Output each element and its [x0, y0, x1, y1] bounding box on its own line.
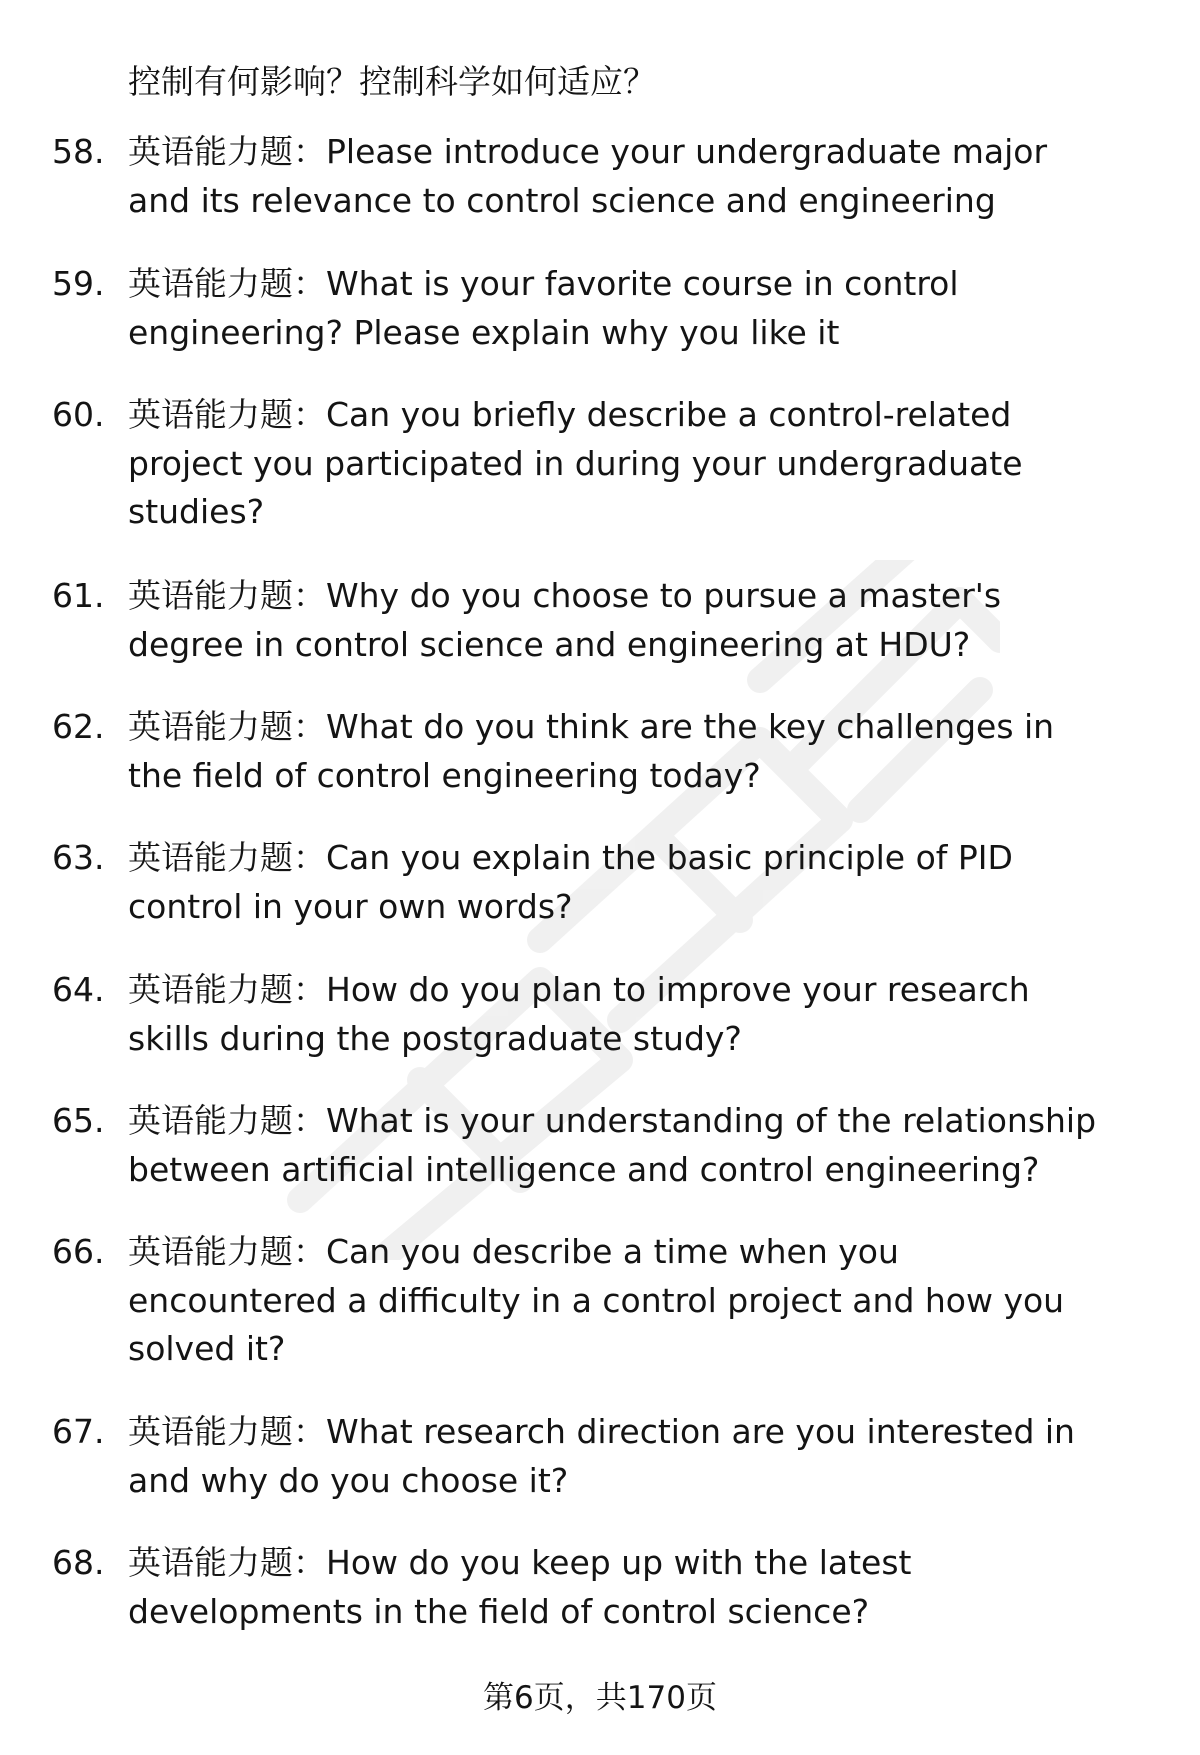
question-number: 68. [52, 1543, 105, 1582]
question-line: control in your own words? [128, 886, 573, 926]
question-line: the field of control engineering today? [128, 755, 761, 795]
question-line: and why do you choose it? [128, 1460, 569, 1500]
question-text [128, 703, 1148, 800]
question-line: encountered a difficulty in a control project and how you [128, 1280, 1065, 1320]
continuation-text: 控制有何影响？控制科学如何适应？ [128, 62, 656, 101]
question-number: 59. [52, 264, 105, 303]
question-line: 英语能力题：What is your understanding of the relationship [128, 1101, 1097, 1140]
question-line: 英语能力题：Can you explain the basic principle of PID [128, 838, 1013, 877]
question-text [128, 260, 1148, 357]
page-footer: 第6页，共170页 [483, 1680, 717, 1716]
question-line: 英语能力题：What do you think are the key challenges in [128, 707, 1055, 746]
question-text [128, 1097, 1148, 1194]
question-line: 英语能力题：Please introduce your undergraduate major [128, 132, 1048, 171]
question-line: project you participated in during your undergraduate [128, 443, 1023, 483]
question-line: degree in control science and engineering at HDU? [128, 624, 971, 664]
question-line: between artificial intelligence and control engineering? [128, 1149, 1040, 1189]
question-text [128, 1228, 1148, 1374]
question-text [128, 1539, 1148, 1636]
question-line: 英语能力题：What is your favorite course in control [128, 264, 959, 303]
question-line: 英语能力题：What research direction are you interested in [128, 1412, 1075, 1451]
question-number: 58. [52, 132, 105, 171]
question-number: 64. [52, 970, 105, 1009]
question-line: and its relevance to control science and engineering [128, 180, 996, 220]
question-text [128, 966, 1148, 1063]
question-text [128, 128, 1148, 225]
question-line: 英语能力题：Can you briefly describe a control-related [128, 395, 1012, 434]
question-line: solved it? [128, 1329, 286, 1368]
question-line: 英语能力题：How do you keep up with the latest [128, 1543, 912, 1582]
question-text [128, 572, 1148, 669]
question-number: 61. [52, 576, 105, 615]
question-number: 65. [52, 1101, 105, 1140]
question-number: 67. [52, 1412, 105, 1451]
question-text [128, 391, 1148, 537]
question-line: studies? [128, 492, 265, 531]
question-number: 62. [52, 707, 105, 746]
question-number: 66. [52, 1232, 105, 1271]
question-line: skills during the postgraduate study? [128, 1018, 742, 1058]
question-line: engineering? Please explain why you like it [128, 312, 840, 352]
question-text [128, 1408, 1148, 1505]
question-text [128, 834, 1148, 931]
question-line: 英语能力题：How do you plan to improve your research [128, 970, 1030, 1009]
question-number: 63. [52, 838, 105, 877]
question-line: 英语能力题：Can you describe a time when you [128, 1232, 899, 1271]
question-line: developments in the field of control science? [128, 1591, 870, 1631]
question-line: 英语能力题：Why do you choose to pursue a master's [128, 576, 1002, 615]
question-number: 60. [52, 395, 105, 434]
